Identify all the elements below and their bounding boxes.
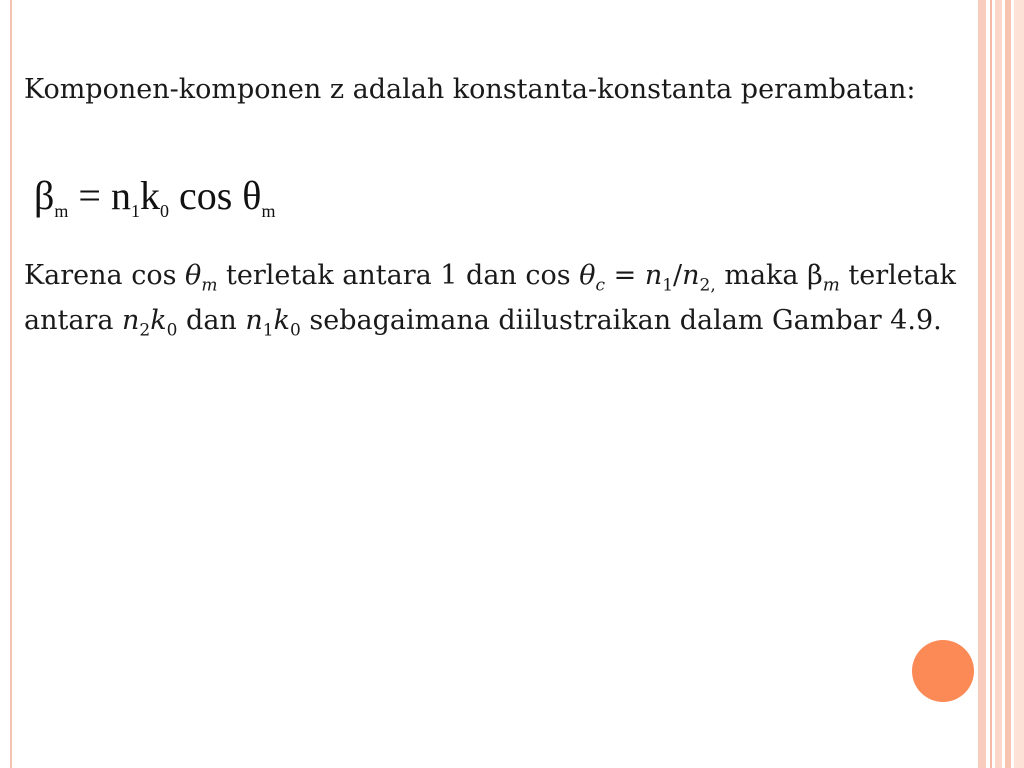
right-border-stripe <box>1005 0 1011 768</box>
paragraph-propagation-constants: Komponen-komponen z adalah konstanta-konstanta perambatan: <box>24 74 916 105</box>
right-border-stripe <box>978 0 986 768</box>
right-border-stripe <box>990 0 992 768</box>
formula-beta: $\beta_m = n_1k_0$ $\cos \theta_m$ <box>34 173 276 221</box>
paragraph-explanation: Karena $\cos \theta_m$ terletak antara 1 dan $\cos \theta_c = n_1/n_{2,}$ maka $\beta_m$ terletak antara $n_2k_0$ dan $n_1k_0$ sebagaimana diilustraikan dalam Gambar 4.9. <box>24 260 957 341</box>
right-border-stripe <box>995 0 1002 768</box>
left-border-stripe <box>10 0 12 768</box>
right-border-stripe <box>1014 0 1024 768</box>
decorative-orange-circle <box>912 640 974 702</box>
